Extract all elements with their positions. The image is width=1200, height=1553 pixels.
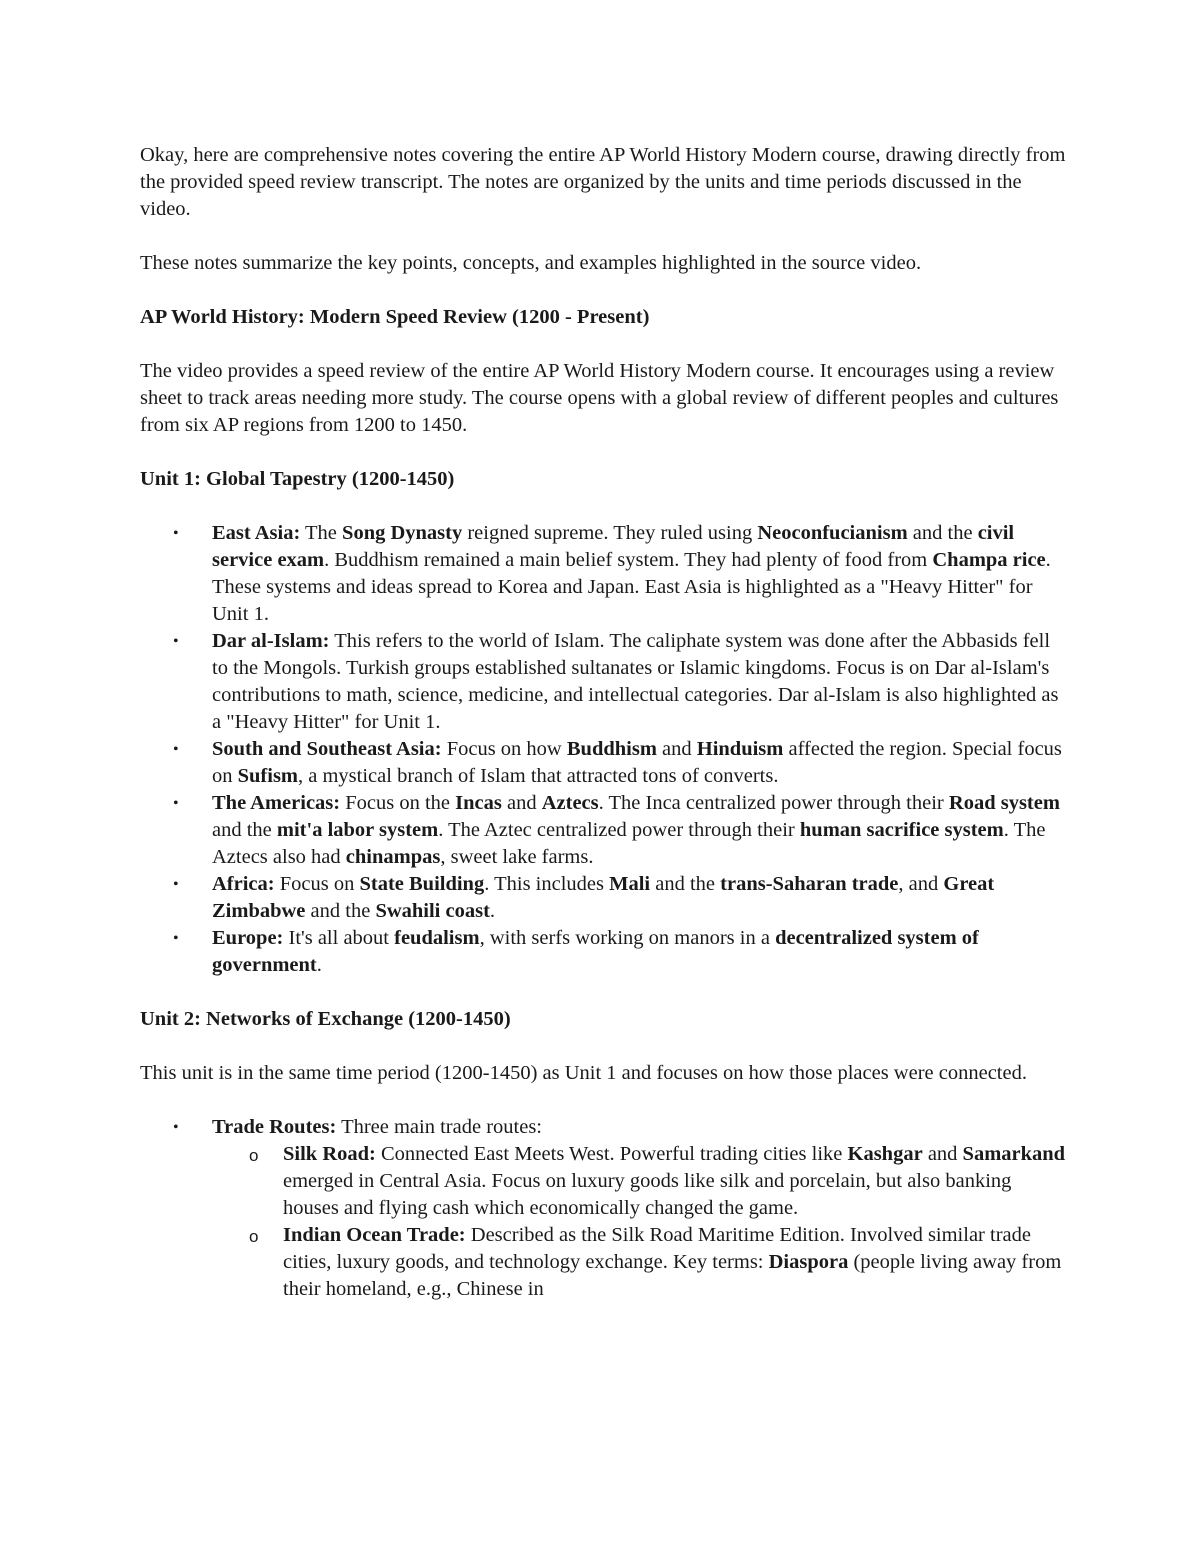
- bullet-icon: •: [173, 930, 179, 947]
- summary-paragraph: These notes summarize the key points, concepts, and examples highlighted in the source video.: [140, 252, 922, 274]
- unit2-intro: This unit is in the same time period (1200-1450) as Unit 1 and focuses on how those places were connected.: [140, 1062, 1027, 1084]
- bullet-icon: •: [173, 795, 179, 812]
- list-item-dar-al-islam: • Dar al-Islam: This refers to the world of Islam. The caliphate system was done after the Abbasids fell to the Mongols. Turkish groups established sultanates or Islamic kingdoms. Focus is on Dar al-Islam's contributions to math, science, medicine, and intellectual categories. Dar al-Islam is also highlighted as a "Heavy Hitter" for Unit 1.: [173, 630, 1059, 733]
- list-item-south-southeast-asia: • South and Southeast Asia: Focus on how Buddhism and Hinduism affected the region. Special focus on Sufism, a mystical branch of Islam that attracted tons of converts.: [173, 738, 1062, 787]
- overview-paragraph: The video provides a speed review of the entire AP World History Modern course. It encourages using a review sheet to track areas needing more study. The course opens with a global review of different peoples and cultures from six AP regions from 1200 to 1450.: [140, 360, 1059, 436]
- list-item-europe: • Europe: It's all about feudalism, with serfs working on manors in a decentralized system of government.: [173, 927, 979, 976]
- document-title: AP World History: Modern Speed Review (1200 - Present): [140, 306, 650, 328]
- unit2-heading: Unit 2: Networks of Exchange (1200-1450): [140, 1008, 511, 1030]
- intro-paragraph: Okay, here are comprehensive notes covering the entire AP World History Modern course, drawing directly from the provided speed review transcript. The notes are organized by the units and time periods discussed in the video.: [140, 144, 1066, 220]
- list-item-trade-routes: • Trade Routes: Three main trade routes: o Silk Road: Connected East Meets West. Powerful trading cities like Kashgar and Samarkand emerged in Central Asia. Focus on luxury goods like silk and porcelain, but also banking houses and flying cash which economically changed the game. o Indian Ocean Trade: Described as the Silk Road Maritime Edition. Involved similar trade cities, luxury goods, and technology exchange. Key terms: Diaspora (people living away from their homeland, e.g., Chinese in: [140, 1114, 1070, 1303]
- bullet-icon: •: [173, 741, 179, 758]
- unit1-list: [140, 520, 1070, 979]
- bullet-icon: •: [173, 633, 179, 650]
- sublist-item-silk-road: o Silk Road: Connected East Meets West. Powerful trading cities like Kashgar and Samarkand emerged in Central Asia. Focus on luxury goods like silk and porcelain, but also banking houses and flying cash which economically changed the game.: [249, 1143, 1066, 1219]
- bullet-icon: •: [173, 525, 179, 542]
- document-body: [140, 142, 1070, 1330]
- sublist-item-indian-ocean-trade: o Indian Ocean Trade: Described as the Silk Road Maritime Edition. Involved similar trade cities, luxury goods, and technology exchange. Key terms: Diaspora (people living away from their homeland, e.g., Chinese in: [249, 1224, 1062, 1300]
- list-item-east-asia: • East Asia: The Song Dynasty reigned supreme. They ruled using Neoconfucianism and the civil service exam. Buddhism remained a main belief system. They had plenty of food from Champa rice. These systems and ideas spread to Korea and Japan. East Asia is highlighted as a "Heavy Hitter" for Unit 1.: [173, 522, 1051, 625]
- unit1-heading: Unit 1: Global Tapestry (1200-1450): [140, 468, 455, 490]
- bullet-icon: •: [173, 876, 179, 893]
- trade-routes-sublist: [212, 1141, 1070, 1303]
- sub-bullet-icon: o: [249, 1227, 259, 1246]
- list-item-americas: • The Americas: Focus on the Incas and Aztecs. The Inca centralized power through their Road system and the mit'a labor system. The Aztec centralized power through their human sacrifice system. The Aztecs also had chinampas, sweet lake farms.: [173, 792, 1060, 868]
- sub-bullet-icon: o: [249, 1146, 259, 1165]
- bullet-icon: •: [173, 1119, 179, 1136]
- list-item-africa: • Africa: Focus on State Building. This includes Mali and the trans-Saharan trade, and Great Zimbabwe and the Swahili coast.: [173, 873, 995, 922]
- unit2-list: [140, 1114, 1070, 1303]
